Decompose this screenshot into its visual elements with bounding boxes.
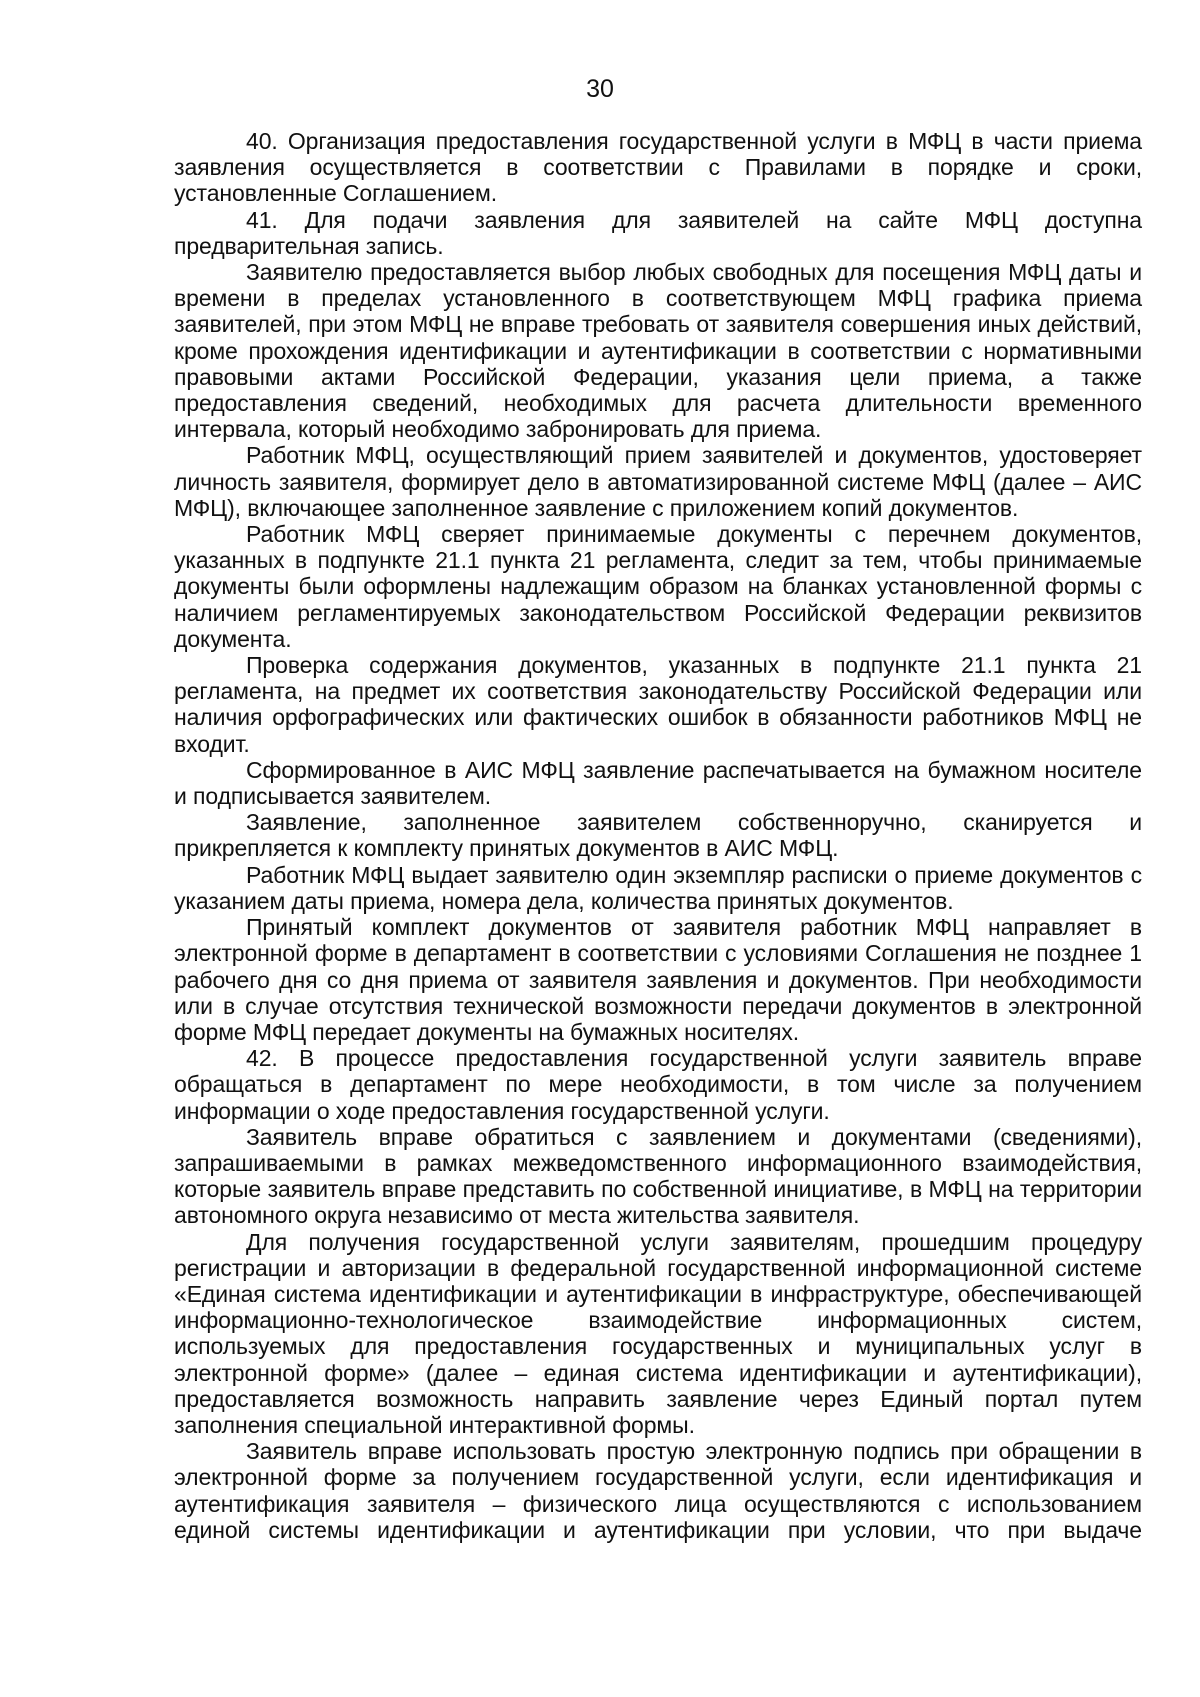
paragraph-40: 40. Организация предоставления государственной услуги в МФЦ в части приема заявления осуществляется в соответствии с Правилами в порядке и сроки, установленные Соглашением. bbox=[174, 128, 1142, 207]
paragraph: Для получения государственной услуги заявителям, прошедшим процедуру регистрации и авторизации в федеральной государственной информационной системе «Единая система идентификации и аутентификации в инфраструктуре, обеспечивающей информационно-технологическое взаимодействие информационных систем, используемых для предоставления государственных и муниципальных услуг в электронной форме» (далее – единая система идентификации и аутентификации), предоставляется возможность направить заявление через Единый портал путем заполнения специальной интерактивной формы. bbox=[174, 1228, 1142, 1438]
paragraph-42: 42. В процессе предоставления государственной услуги заявитель вправе обращаться в департамент по мере необходимости, в том числе за получением информации о ходе предоставления государственной услуги. bbox=[174, 1045, 1142, 1124]
paragraph: Работник МФЦ сверяет принимаемые документы с перечнем документов, указанных в подпункте 21.1 пункта 21 регламента, следит за тем, чтобы принимаемые документы были оформлены надлежащим образом на бланках установленной формы с наличием регламентируемых законодательством Российской Федерации реквизитов документа. bbox=[174, 521, 1142, 652]
paragraph: Принятый комплект документов от заявителя работник МФЦ направляет в электронной форме в департамент в соответствии с условиями Соглашения не позднее 1 рабочего дня со дня приема от заявителя заявления и документов. При необходимости или в случае отсутствия технической возможности передачи документов в электронной форме МФЦ передает документы на бумажных носителях. bbox=[174, 914, 1142, 1045]
document-body bbox=[174, 128, 1142, 1543]
paragraph: Заявителю предоставляется выбор любых свободных для посещения МФЦ даты и времени в пределах установленного в соответствующем МФЦ графика приема заявителей, при этом МФЦ не вправе требовать от заявителя совершения иных действий, кроме прохождения идентификации и аутентификации в соответствии с нормативными правовыми актами Российской Федерации, указания цели приема, а также предоставления сведений, необходимых для расчета длительности временного интервала, который необходимо забронировать для приема. bbox=[174, 259, 1142, 443]
paragraph: Сформированное в АИС МФЦ заявление распечатывается на бумажном носителе и подписывается заявителем. bbox=[174, 756, 1142, 810]
paragraph: Заявитель вправе обратиться с заявлением и документами (сведениями), запрашиваемыми в рамках межведомственного информационного взаимодействия, которые заявитель вправе представить по собственной инициативе, в МФЦ на территории автономного округа независимо от места жительства заявителя. bbox=[174, 1123, 1142, 1229]
paragraph-continued: Заявитель вправе использовать простую электронную подпись при обращении в электронной форме за получением государственной услуги, если идентификация и аутентификация заявителя – физического лица осуществляются с использованием единой системы идентификации и аутентификации при условии, что при выдаче bbox=[174, 1438, 1142, 1543]
paragraph-41: 41. Для подачи заявления для заявителей на сайте МФЦ доступна предварительная запись. bbox=[174, 206, 1142, 259]
paragraph: Проверка содержания документов, указанных в подпункте 21.1 пункта 21 регламента, на предмет их соответствия законодательству Российской Федерации или наличия орфографических или фактических ошибок в обязанности работников МФЦ не входит. bbox=[174, 652, 1142, 757]
page-number: 30 bbox=[586, 75, 614, 103]
paragraph: Работник МФЦ, осуществляющий прием заявителей и документов, удостоверяет личность заявителя, формирует дело в автоматизированной системе МФЦ (далее – АИС МФЦ), включающее заполненное заявление с приложением копий документов. bbox=[174, 442, 1142, 521]
paragraph: Заявление, заполненное заявителем собственноручно, сканируется и прикрепляется к комплекту принятых документов в АИС МФЦ. bbox=[174, 809, 1142, 862]
paragraph: Работник МФЦ выдает заявителю один экземпляр расписки о приеме документов с указанием даты приема, номера дела, количества принятых документов. bbox=[174, 861, 1142, 914]
